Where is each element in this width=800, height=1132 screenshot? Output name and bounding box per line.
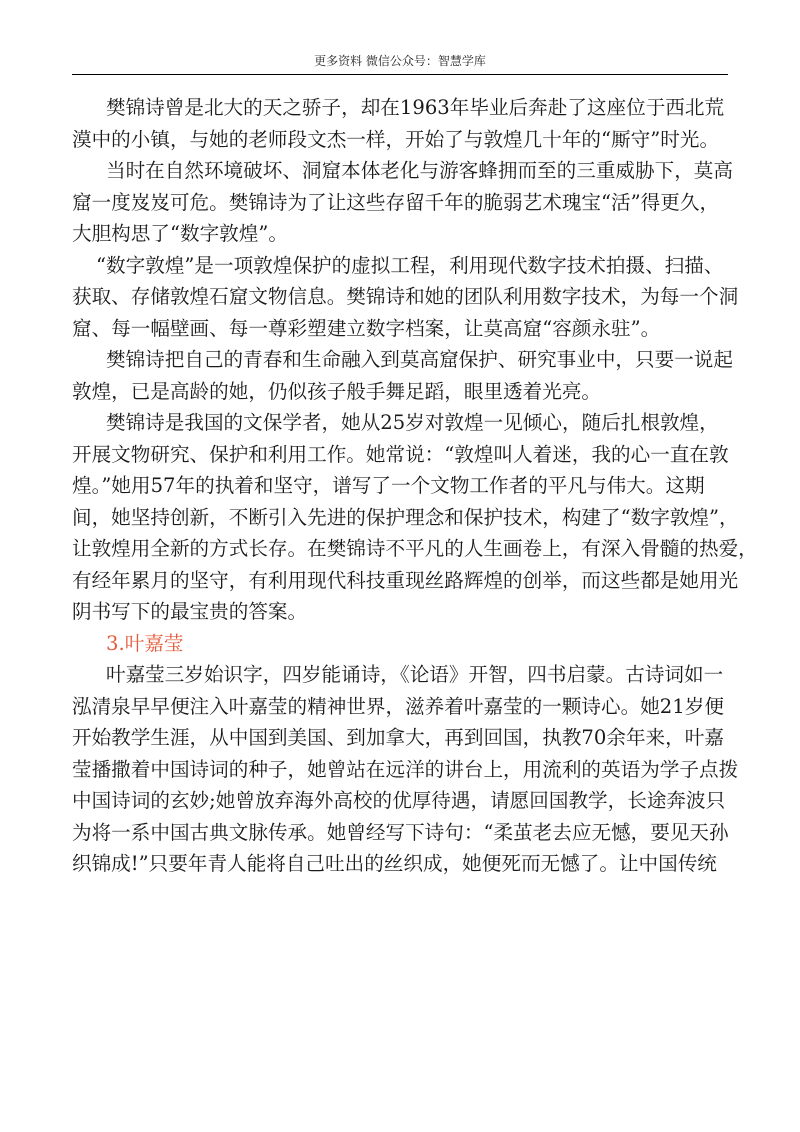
text-line: 有经年累月的坚守，有利用现代科技重现丝路辉煌的创举，而这些都是她用光 bbox=[72, 568, 739, 592]
text-line: 樊锦诗曾是北大的天之骄子，却在1963年毕业后奔赴了这座位于西北荒 bbox=[106, 96, 725, 119]
text-line: 开始教学生涯，从中国到美国、到加拿大，再到回国，执教70余年来，叶嘉 bbox=[72, 726, 724, 749]
text-line: 煌。”她用57年的执着和坚守，谱写了一个文物工作者的平凡与伟大。这期 bbox=[72, 474, 705, 497]
text-line: 中国诗词的玄妙;她曾放弃海外高校的优厚待遇，请愿回国教学，长途奔波只 bbox=[72, 789, 726, 812]
text-line: 为将一系中国古典文脉传承。她曾经写下诗句：“柔茧老去应无憾，要见天孙 bbox=[72, 820, 729, 844]
paragraph bbox=[72, 344, 732, 407]
text-line: 窟、每一幅壁画、每一尊彩塑建立数字档案，让莫高窟“容颜永驻”。 bbox=[72, 316, 661, 340]
text-line: 窟一度岌岌可危。樊锦诗为了让这些存留千年的脆弱艺术瑰宝“活”得更久， bbox=[72, 190, 720, 214]
text-line: 织锦成!”只要年青人能将自己吐出的丝织成，她便死而无憾了。让中国传统 bbox=[72, 852, 717, 875]
paragraph bbox=[72, 250, 739, 345]
text-line: 樊锦诗把自己的青春和生命融入到莫高窟保护、研究事业中，只要一说起 bbox=[106, 348, 733, 371]
text-line: 间，她坚持创新，不断引入先进的保护理念和保护技术，构建了“数字敦煌”， bbox=[72, 505, 739, 529]
page-header: 更多资料 微信公众号：智慧学库 bbox=[72, 52, 728, 75]
document-body bbox=[72, 92, 758, 880]
text-line: 让敦煌用全新的方式长存。在樊锦诗不平凡的人生画卷上，有深入骨髓的热爱， bbox=[72, 537, 758, 560]
section-heading: 3.叶嘉莹 bbox=[106, 631, 184, 655]
text-line: 当时在自然环境破坏、洞窟本体老化与游客蜂拥而至的三重威胁下，莫高 bbox=[106, 159, 733, 182]
text-line: 叶嘉莹三岁始识字，四岁能诵诗，《论语》开智，四书启蒙。古诗词如一 bbox=[106, 663, 724, 686]
paragraph bbox=[72, 155, 732, 250]
text-line: 泓清泉早早便注入叶嘉莹的精神世界，滋养着叶嘉莹的一颗诗心。她21岁便 bbox=[72, 694, 724, 718]
text-line: 樊锦诗是我国的文保学者，她从25岁对敦煌一见倾心，随后扎根敦煌， bbox=[106, 411, 719, 434]
text-line: 获取、存储敦煌石窟文物信息。樊锦诗和她的团队利用数字技术，为每一个洞 bbox=[72, 285, 739, 308]
text-line: 阴书写下的最宝贵的答案。 bbox=[72, 600, 308, 623]
text-line: 大胆构思了“数字敦煌”。 bbox=[72, 222, 288, 245]
text-line: 漠中的小镇，与她的老师段文杰一样，开始了与敦煌几十年的“厮守”时光。 bbox=[72, 127, 720, 151]
paragraph bbox=[72, 407, 758, 628]
text-line: “数字敦煌”是一项敦煌保护的虚拟工程，利用现代数字技术拍摄、扫描、 bbox=[96, 253, 724, 277]
paragraph bbox=[72, 659, 739, 880]
text-line: 敦煌，已是高龄的她，仍似孩子般手舞足蹈，眼里透着光亮。 bbox=[72, 379, 602, 403]
text-line: 莹播撒着中国诗词的种子，她曾站在远洋的讲台上，用流利的英语为学子点拨 bbox=[72, 757, 739, 781]
text-line: 开展文物研究、保护和利用工作。她常说：“敦煌叫人着迷，我的心一直在敦 bbox=[72, 442, 729, 466]
paragraph bbox=[72, 92, 732, 155]
